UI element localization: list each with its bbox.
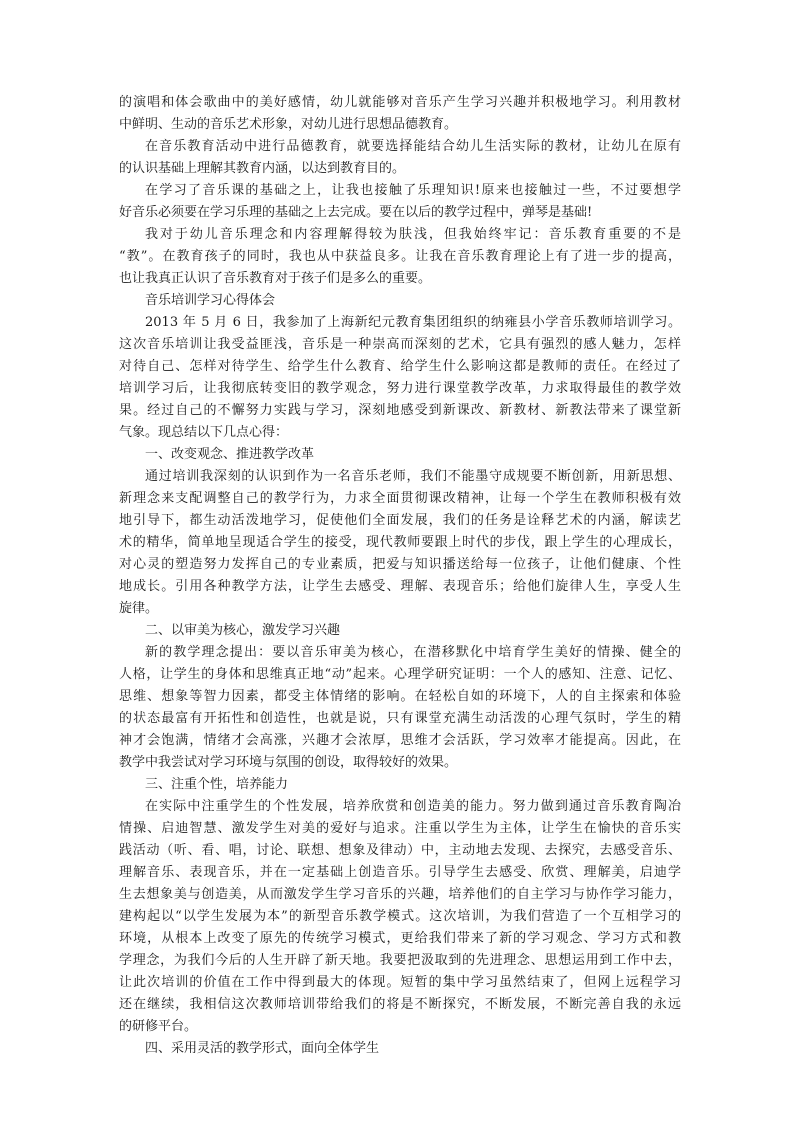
text-line: 践活动（听、看、唱，讨论、联想、想象及律动）中，主动地去发现、去探究，去感受音乐、 [119,843,681,858]
text-line: 三、注重个性，培养能力 [145,777,289,792]
text-line: 我对于幼儿音乐理念和内容理解得较为肤浅，但我始终牢记：音乐教育重要的不是 [145,227,681,242]
text-line: 在音乐教育活动中进行品德教育，就要选择能结合幼儿生活实际的教材，让幼儿在原有 [145,139,681,154]
text-line: 理解音乐、表现音乐，并在一定基础上创造音乐。引导学生去感受、欣赏、理解美，启迪学 [119,865,681,880]
text-line: 情操、启迪智慧、激发学生对美的爱好与追求。注重以学生为主体，让学生在愉快的音乐实 [119,821,681,836]
text-line: 也让我真正认识了音乐教育对于孩子们是多么的重要。 [119,271,432,286]
text-line: “教”。在教育孩子的同时，我也从中获益良多。让我在音乐教育理论上有了进一步的提高， [119,249,681,264]
text-line: 人格，让学生的身体和思维真正地“动”起来。心理学研究证明：一个人的感知、注意、记忆、 [119,667,681,682]
text-line: 对待自己、怎样对待学生、给学生什么教育、给学生什么影响这都是教师的责任。在经过了 [119,359,681,374]
text-line: 培训学习后，让我彻底转变旧的教学观念，努力进行课堂教学改革，力求取得最佳的教学效 [119,381,681,396]
text-line: 生去想象美与创造美，从而激发学生学习音乐的兴趣，培养他们的自主学习与协作学习能力， [119,887,681,902]
text-line: 好音乐必须要在学习乐理的基础之上去完成。要在以后的教学过程中，弹琴是基础! [119,205,593,220]
text-line: 在学习了音乐课的基础之上，让我也接触了乐理知识!原来也接触过一些，不过要想学 [145,183,681,198]
text-line: 学理念，为我们今后的人生开辟了新天地。我要把汲取到的先进理念、思想运用到工作中去， [119,953,681,968]
text-line: 通过培训我深刻的认识到作为一名音乐老师，我们不能墨守成规要不断创新，用新思想、 [145,469,681,484]
text-line: 二、以审美为核心，激发学习兴趣 [145,623,341,638]
text-line: 四、采用灵活的教学形式，面向全体学生 [145,1041,380,1056]
text-line: 一、改变观念、推进教学改革 [145,447,315,462]
text-line: 建构起以“以学生发展为本”的新型音乐教学模式。这次培训，为我们营造了一个互相学习的 [119,909,681,924]
text-line: 地引导下，都生动活泼地学习，促使他们全面发展，我们的任务是诠释艺术的内涵，解读艺 [119,513,681,528]
text-line: 这次音乐培训让我受益匪浅，音乐是一种崇高而深刻的艺术，它具有强烈的感人魅力，怎样 [119,337,681,352]
text-line: 果。经过自己的不懈努力实践与学习，深刻地感受到新课改、新教材、新教法带来了课堂新 [119,403,681,418]
text-line: 让此次培训的价值在工作中得到最大的体现。短暂的集中学习虽然结束了，但网上远程学习 [119,975,681,990]
text-line: 中鲜明、生动的音乐艺术形象，对幼儿进行思想品德教育。 [119,117,458,132]
document-page [119,92,681,1060]
text-line: 环境，从根本上改变了原先的传统学习模式，更给我们带来了新的学习观念、学习方式和教 [119,931,681,946]
text-line: 气象。现总结以下几点心得： [119,425,289,440]
text-line: 旋律。 [119,601,159,616]
text-line: 教学中我尝试对学习环境与氛围的创设，取得较好的效果。 [119,755,458,770]
text-line: 新的教学理念提出：要以音乐审美为核心，在潜移默化中培育学生美好的情操、健全的 [145,645,681,660]
text-line: 的演唱和体会歌曲中的美好感情，幼儿就能够对音乐产生学习兴趣并积极地学习。利用教材 [119,95,681,110]
text-line: 术的精华，简单地呈现适合学生的接受，现代教师要跟上时代的步伐，跟上学生的心理成长， [119,535,681,550]
text-line: 神才会饱满，情绪才会高涨，兴趣才会浓厚，思维才会活跃，学习效率才能提高。因此，在 [119,733,681,748]
text-line: 的状态最富有开拓性和创造性，也就是说，只有课堂充满生动活泼的心理气氛时，学生的精 [119,711,681,726]
text-line: 在实际中注重学生的个性发展，培养欣赏和创造美的能力。努力做到通过音乐教育陶冶 [145,799,681,814]
text-line: 地成长。引用各种教学方法，让学生去感受、理解、表现音乐；给他们旋律人生，享受人生 [119,579,681,594]
text-line: 2013 年 5 月 6 日，我参加了上海新纪元教育集团组织的纳雍县小学音乐教师培训学习。 [145,315,681,330]
text-line: 音乐培训学习心得体会 [145,293,276,308]
text-line: 新理念来支配调整自己的教学行为，力求全面贯彻课改精神，让每一个学生在教师积极有效 [119,491,681,506]
text-line: 思维、想象等智力因素，都受主体情绪的影响。在轻松自如的环境下，人的自主探索和体验 [119,689,681,704]
text-line: 的认识基础上理解其教育内涵，以达到教育目的。 [119,161,406,176]
text-line: 还在继续，我相信这次教师培训带给我们的将是不断探究，不断发展，不断完善自我的永远 [119,997,681,1012]
text-line: 的研修平台。 [119,1019,198,1034]
text-line: 对心灵的塑造努力发挥自己的专业素质，把爱与知识播送给每一位孩子，让他们健康、个性 [119,557,681,572]
